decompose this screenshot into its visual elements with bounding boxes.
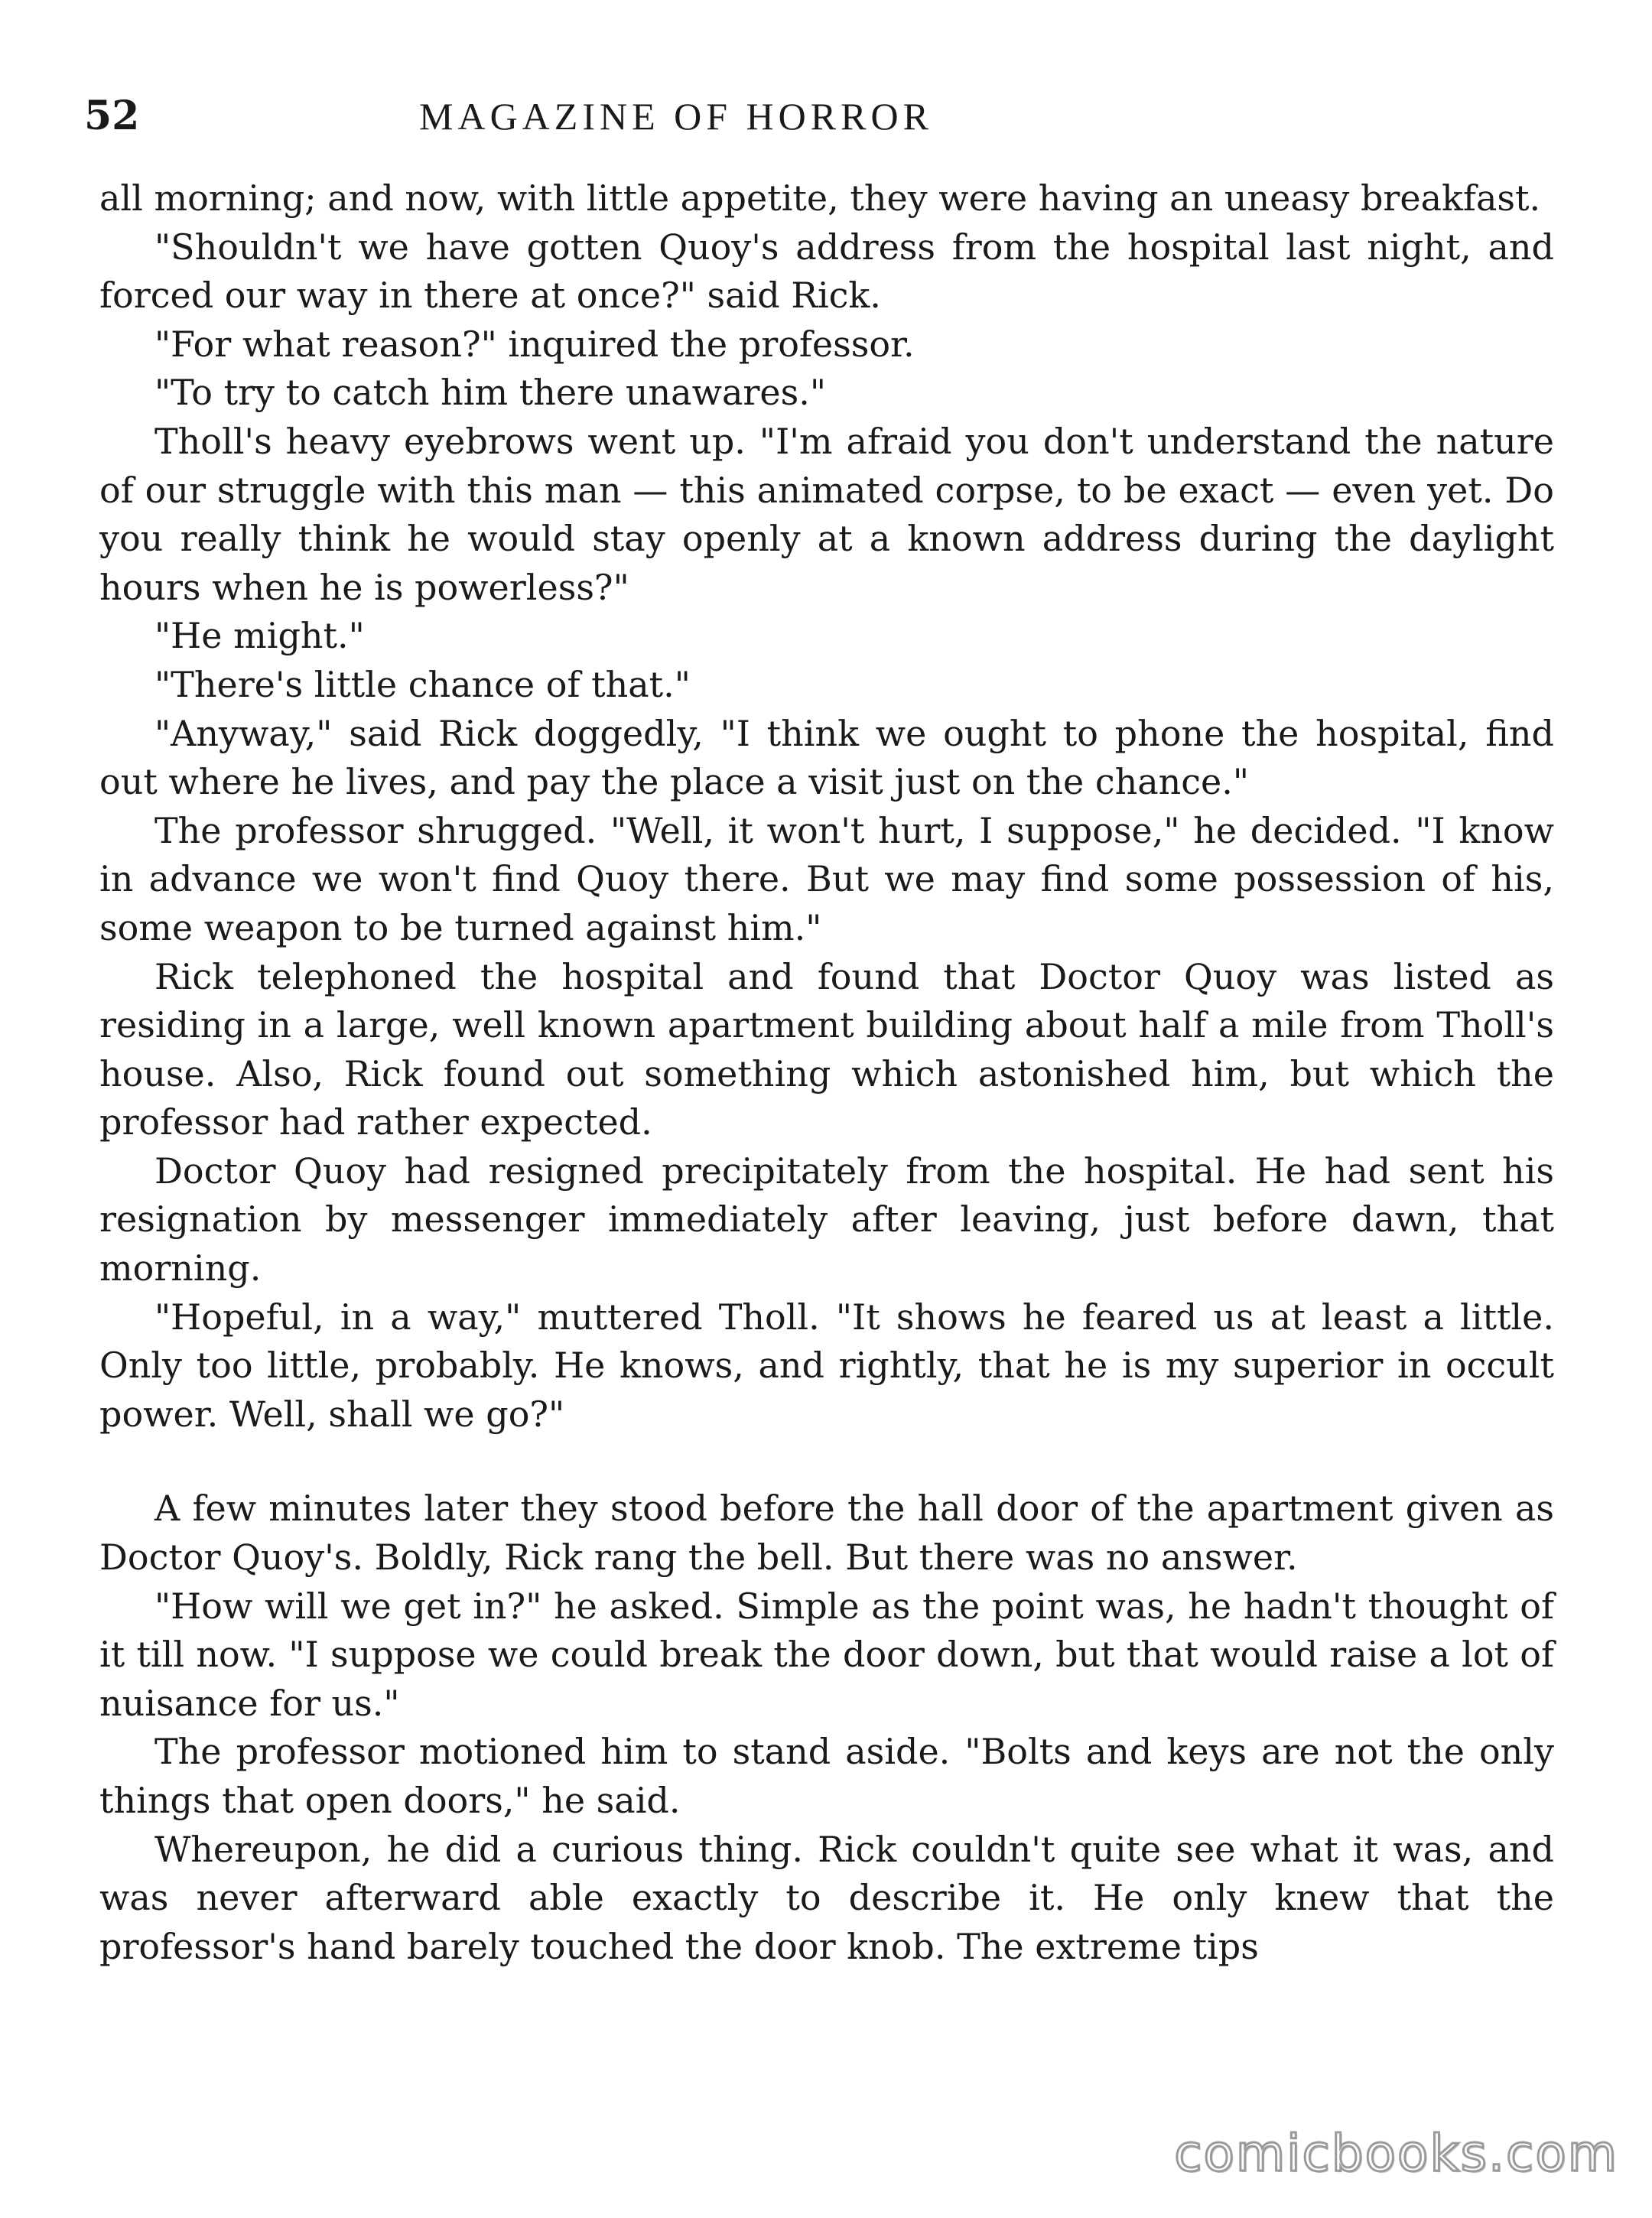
paragraph: The professor motioned him to stand aside. "Bolts and keys are not the only things that open doors," he said.: [99, 1731, 1554, 1821]
paragraph: "Hopeful, in a way," muttered Tholl. "It shows he feared us at least a little. Only too little, probably. He knows, and rightly, that he is my superior in occult power. Well, shall we go?": [99, 1296, 1554, 1435]
paragraph: "Shouldn't we have gotten Quoy's address from the hospital last night, and forced our way in there at once?" said Rick.: [99, 226, 1554, 317]
paragraph: "To try to catch him there unawares.": [154, 372, 826, 414]
site-watermark: comicbooks.com: [1174, 2124, 1618, 2183]
paragraph: A few minutes later they stood before the hall door of the apartment given as Doctor Quoy's. Boldly, Rick rang the bell. But there was no answer.: [99, 1488, 1554, 1579]
paragraph: Tholl's heavy eyebrows went up. "I'm afraid you don't understand the nature of our struggle with this man — this animated corpse, to be exact — even yet. Do you really think he would stay openly at a known address during the daylight hours when he is powerless?": [99, 420, 1554, 608]
section-break: [99, 1439, 1554, 1485]
running-head: MAGAZINE OF HORROR: [419, 95, 933, 138]
page-header: [84, 86, 1553, 147]
paragraph: Whereupon, he did a curious thing. Rick couldn't quite see what it was, and was never afterward able exactly to describe it. He only knew that the professor's hand barely touched the door knob. The extreme tips: [99, 1828, 1554, 1967]
paragraph: "How will we get in?" he asked. Simple as the point was, he hadn't thought of it till now. "I suppose we could break the door down, but that would raise a lot of nuisance for us.": [99, 1585, 1554, 1724]
paragraph: "Anyway," said Rick doggedly, "I think we ought to phone the hospital, find out where he lives, and pay the place a visit just on the chance.": [99, 712, 1554, 803]
paragraph: The professor shrugged. "Well, it won't hurt, I suppose," he decided. "I know in advance we won't find Quoy there. But we may find some possession of his, some weapon to be turned against him.": [99, 809, 1554, 948]
article-body: [99, 174, 1554, 1971]
paragraph: "For what reason?" inquired the professor.: [154, 323, 915, 365]
paragraph: Rick telephoned the hospital and found that Doctor Quoy was listed as residing in a large, well known apartment building about half a mile from Tholl's house. Also, Rick found out something which astonished him, but which the professor had rather expected.: [99, 955, 1554, 1143]
paragraph: Doctor Quoy had resigned precipitately from the hospital. He had sent his resignation by messenger immediately after leaving, just before dawn, that morning.: [99, 1150, 1554, 1289]
page-number: 52: [84, 93, 140, 139]
paragraph: all morning; and now, with little appetite, they were having an uneasy breakfast.: [99, 177, 1541, 219]
paragraph: "He might.": [154, 615, 365, 657]
paragraph: "There's little chance of that.": [154, 663, 691, 705]
